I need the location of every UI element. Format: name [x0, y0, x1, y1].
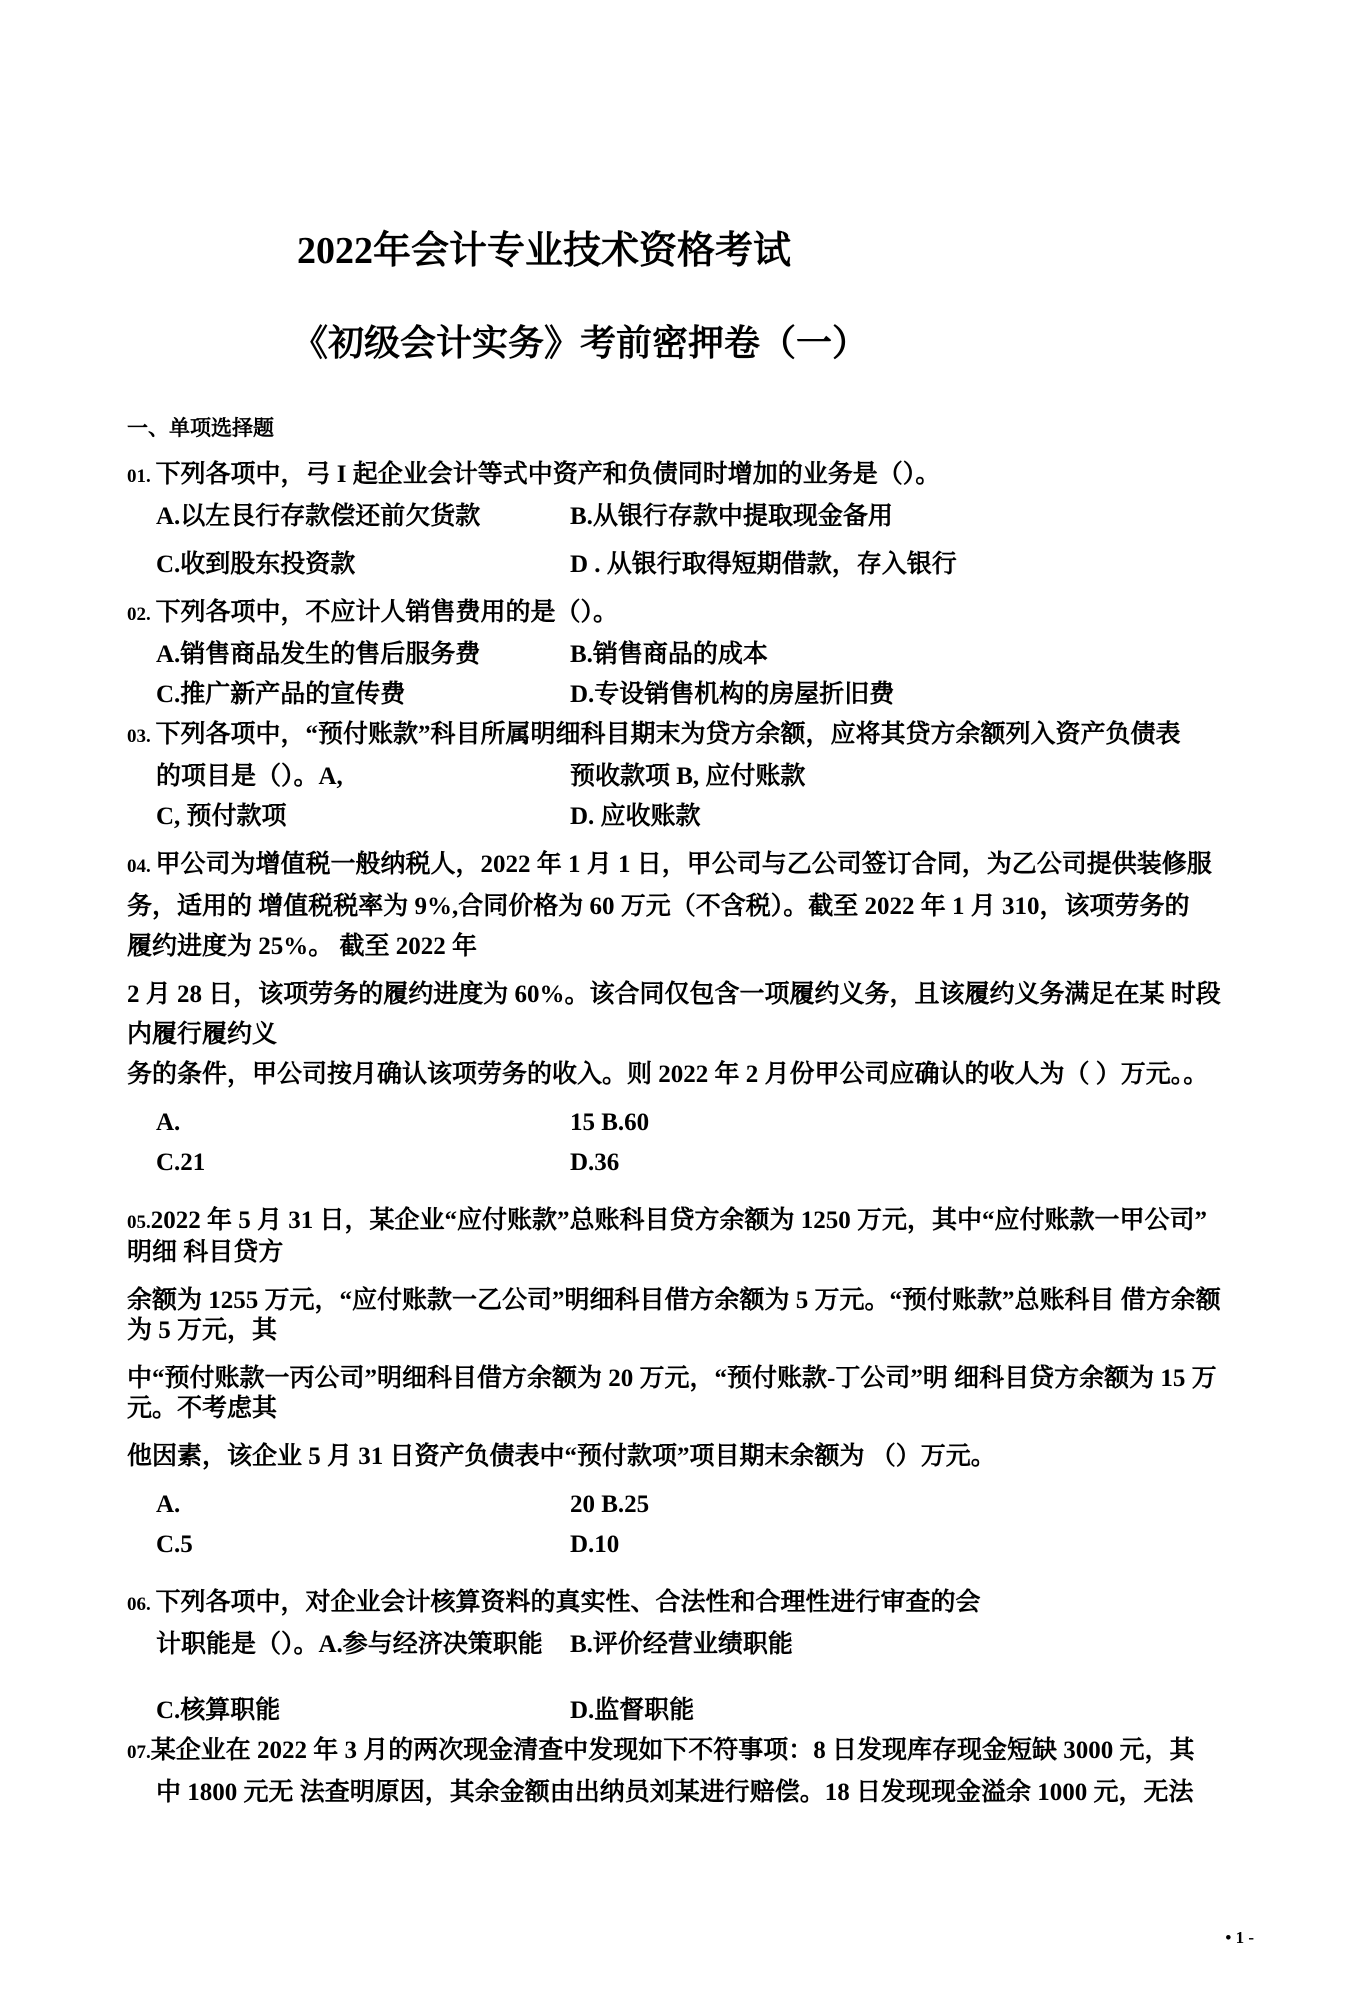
questions-list [127, 460, 1269, 1808]
question-stem-line [127, 1736, 1269, 1768]
question-04 [127, 850, 1269, 1178]
question-stem-line: 务的条件，甲公司按月确认该项劳务的收入。则 2022 年 2 月份甲公司应确认的收人为（ ）万元。。 [127, 1061, 1209, 1088]
question-06 [127, 1588, 1269, 1726]
option-row [127, 680, 1269, 710]
question-number: 07. [127, 1742, 151, 1763]
question-number: 04. [127, 856, 156, 877]
option-cell-left: C, 预付款项 [156, 803, 287, 830]
option-row [127, 1148, 1269, 1178]
option-row [127, 802, 1269, 832]
question-03 [127, 720, 1269, 832]
stem-text: 下列各项中，不应计人销售费用的是（）。 [155, 599, 619, 626]
option-cell-left: C.收到股东投资款 [156, 551, 356, 578]
question-stem-line: 履约进度为 25%。 截至 2022 年 [127, 933, 478, 960]
option-cell-left: C.推广新产品的宣传费 [156, 681, 406, 708]
question-stem-line: 为 5 万元，其 [127, 1317, 278, 1344]
question-stem-line [127, 850, 1269, 882]
question-stem-line: 内履行履约义 [127, 1021, 278, 1048]
option-cell-left: C.核算职能 [156, 1697, 281, 1724]
stem-text: 甲公司为增值税一般纳税人，2022 年 1 月 1 日，甲公司与乙公司签订合同，为乙公司提供装修服 [155, 851, 1212, 878]
option-cell-right: D.36 [570, 1149, 620, 1176]
option-cell-left: A. [156, 1491, 181, 1518]
exam-subtitle: 《初级会计实务》考前密押卷（一） [291, 323, 868, 363]
question-stem-line [127, 598, 1269, 630]
option-cell-right: B.从银行存款中提取现金备用 [570, 503, 893, 530]
option-cell-right: B.评价经营业绩职能 [570, 1631, 793, 1658]
option-cell-left: A.以左艮行存款偿还前欠货款 [156, 503, 481, 530]
question-number: 01. [127, 466, 156, 487]
stem-text: 2022 年 5 月 31 日，某企业“应付账款”总账科目贷方余额为 1250 万元，其中“应付账款一甲公司” [150, 1207, 1208, 1234]
stem-text: 某企业在 2022 年 3 月的两次现金清查中发现如下不符事项：8 日发现库存现金短缺 3000 元，其 [150, 1737, 1195, 1764]
stem-text: 下列各项中，“预付账款”科目所属明细科目期末为贷方余额，应将其贷方余额列入资产负债表 [155, 721, 1181, 748]
stem-text: 下列各项中，对企业会计核算资料的真实性、合法性和合理性进行审查的会 [155, 1589, 981, 1616]
option-row [127, 1630, 1269, 1660]
option-cell-left: C.5 [156, 1531, 193, 1558]
option-cell-right: D.10 [570, 1531, 620, 1558]
option-cell-right: D.专设销售机构的房屋折旧费 [570, 681, 895, 708]
question-stem-line [127, 460, 1269, 492]
option-row [127, 762, 1269, 792]
option-cell-left: 计职能是（）。A.参与经济决策职能 [156, 1631, 543, 1658]
question-07 [127, 1736, 1269, 1808]
option-cell-left: C.21 [156, 1149, 206, 1176]
option-row [127, 640, 1269, 670]
question-01 [127, 460, 1269, 580]
option-cell-right: D.监督职能 [570, 1697, 695, 1724]
option-cell-left: A.销售商品发生的售后服务费 [156, 641, 481, 668]
question-number: 03. [127, 726, 156, 747]
option-row [127, 1530, 1269, 1560]
question-number: 02. [127, 604, 156, 625]
option-cell-right: 预收款项 B, 应付账款 [570, 763, 806, 790]
option-row [127, 1108, 1269, 1138]
question-stem-line: 明细 科目贷方 [127, 1239, 284, 1266]
question-05 [127, 1206, 1269, 1560]
section-heading-single-choice: 一、单项选择题 [127, 416, 274, 440]
question-stem-line: 中 1800 元无 法查明原因，其余金额由出纳员刘某进行赔偿。18 日发现现金溢余 1000 元，无法 [156, 1779, 1194, 1806]
question-stem-line: 2 月 28 日，该项劳务的履约进度为 60%。该合同仅包含一项履约义务，且该履约义务满足在某 时段 [127, 981, 1221, 1008]
question-stem-line [127, 1588, 1269, 1620]
question-stem-line: 中“预付账款一丙公司”明细科目借方余额为 20 万元，“预付账款-丁公司”明 细科目贷方余额为 15 万 [127, 1365, 1217, 1392]
question-stem-line: 余额为 1255 万元，“应付账款一乙公司”明细科目借方余额为 5 万元。“预付账款”总账科目 借方余额 [127, 1287, 1221, 1314]
stem-text: 下列各项中，弓 I 起企业会计等式中资产和负债同时增加的业务是（）。 [155, 461, 941, 488]
option-cell-right: D . 从银行取得短期借款，存入银行 [570, 551, 957, 578]
option-cell-right: 15 B.60 [570, 1109, 650, 1136]
question-stem-line: 务，适用的 增值税税率为 9%,合同价格为 60 万元（不含税）。截至 2022 年 1 月 310，该项劳务的 [127, 893, 1190, 920]
question-number: 06. [127, 1594, 156, 1615]
option-row [127, 1490, 1269, 1520]
option-row [127, 502, 1269, 532]
question-number: 05. [127, 1212, 151, 1233]
option-row [127, 550, 1269, 580]
question-stem-line: 他因素，该企业 5 月 31 日资产负债表中“预付款项”项目期末余额为 （）万元。 [127, 1443, 996, 1470]
option-cell-right: B.销售商品的成本 [570, 641, 768, 668]
question-02 [127, 598, 1269, 710]
question-stem-line [127, 1206, 1269, 1238]
option-row [127, 1696, 1269, 1726]
option-cell-left: A. [156, 1109, 181, 1136]
exam-title: 2022年会计专业技术资格考试 [296, 230, 791, 272]
page-number: • 1 - [1225, 1928, 1254, 1947]
option-cell-right: 20 B.25 [570, 1491, 650, 1518]
question-stem-line: 元。不考虑其 [127, 1395, 278, 1422]
option-cell-right: D. 应收账款 [570, 803, 701, 830]
option-cell-left: 的项目是（）。A, [156, 763, 343, 790]
question-stem-line [127, 720, 1269, 752]
